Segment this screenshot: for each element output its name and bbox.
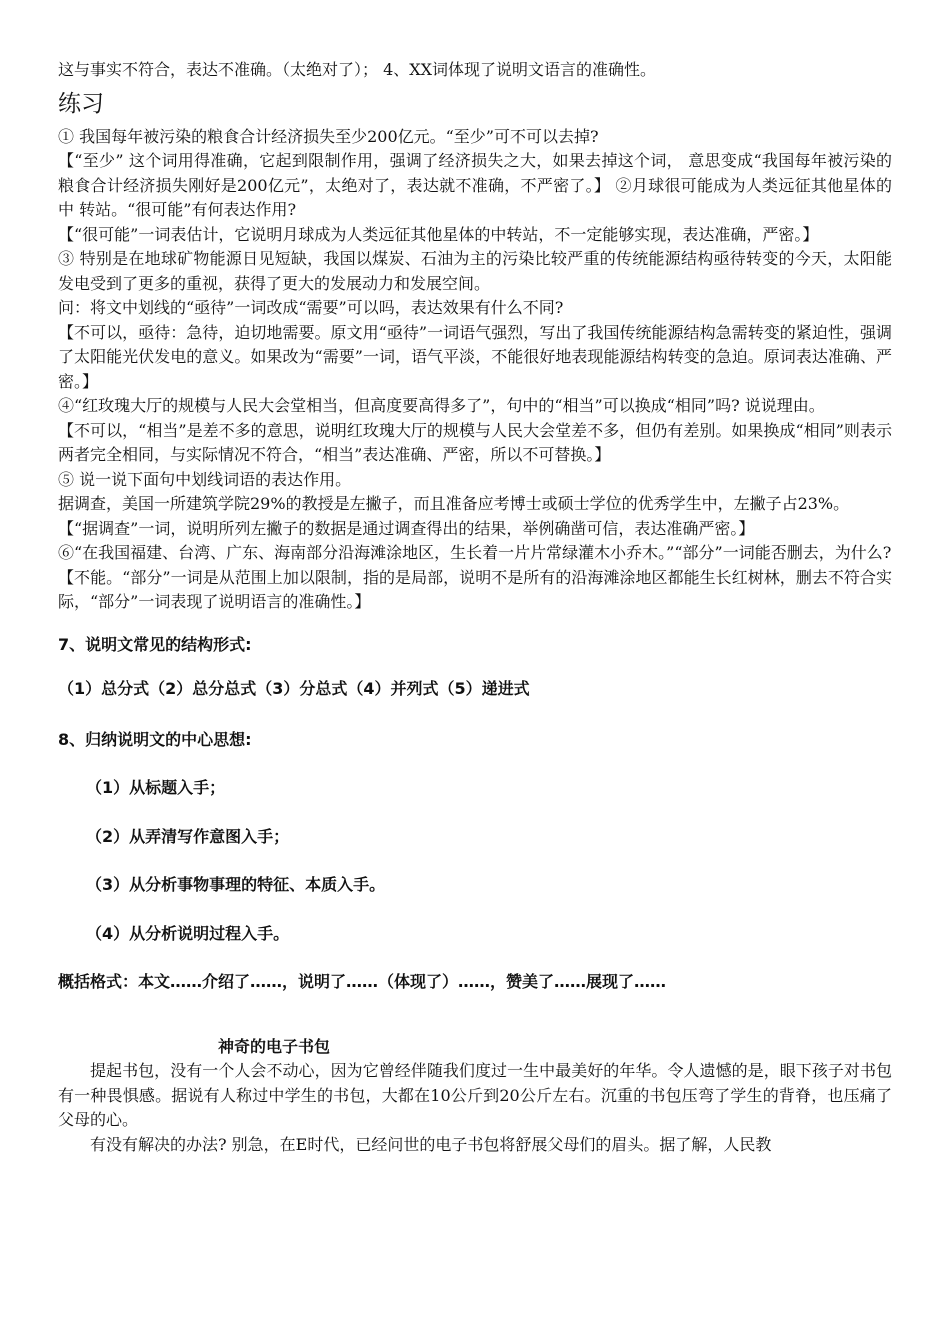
section8-item-1: （1）从标题入手；	[86, 778, 226, 797]
exercise-5-answer: 【“据调查”一词，说明所列左撇子的数据是通过调查得出的结果，举例确凿可信，表达准确严密。】	[58, 518, 755, 538]
exercise-5-text: 据调查，美国一所建筑学院29%的教授是左撇子，而且准备应考博士或硕士学位的优秀学生中，左撇子占23%。	[58, 494, 850, 513]
exercise-3-question: 问：将文中划线的“亟待”一词改成“需要”可以吗，表达效果有什么不同?	[58, 298, 564, 317]
exercise-2-answer: 【“很可能”一词表估计，它说明月球成为人类远征其他星体的中转站，不一定能够实现，表达准确，严密。】	[58, 224, 819, 244]
exercise-5: ⑤ 说一说下面句中划线词语的表达作用。	[58, 469, 352, 489]
section7-items: （1）总分式（2）总分总式（3）分总式（4）并列式（5）递进式	[58, 679, 530, 698]
intro-line: 这与事实不符合，表达不准确。（太绝对了）； 4、XX词体现了说明文语言的准确性。	[58, 60, 657, 79]
section8-title: 8、归纳说明文的中心思想:	[58, 729, 252, 749]
section7-title: 7、说明文常见的结构形式:	[58, 634, 252, 654]
exercise-4-answer: 【不可以，“相当”是差不多的意思，说明红玫瑰大厅的规模与人民大会堂差不多，但仍有差别。如果换成“相同”则表示两者完全相同，与实际情况不符合，“相当”表达准确、严密，所以不可替换。】	[58, 420, 892, 464]
exercise-1: ① 我国每年被污染的粮食合计经济损失至少200亿元。“至少”可不可以去掉?	[58, 126, 599, 146]
article-paragraph-1: 提起书包，没有一个人会不动心，因为它曾经伴随我们度过一生中最美好的年华。令人遗憾的是，眼下孩子对书包有一种畏惧感。据说有人称过中学生的书包，大都在10公斤到20公斤左右。沉重的书包压弯了学生的背脊，也压痛了父母的心。	[58, 1061, 892, 1129]
exercise-3: ③ 特别是在地球矿物能源日见短缺，我国以煤炭、石油为主的污染比较严重的传统能源结构亟待转变的今天，太阳能发电受到了更多的重视，获得了更大的发展动力和发展空间。	[58, 249, 892, 293]
section8-item-4: （4）从分析说明过程入手。	[86, 923, 290, 943]
exercise-1-answer: 【“至少” 这个词用得准确，它起到限制作用，强调了经济损失之大，如果去掉这个词， 意思变成“我国每年被污染的粮食合计经济损失刚好是200亿元”，太绝对了，表达就不准确，不严密了。】 ②月球很可能成为人类远征其他星体的中 转站。“很可能”有何表达作用?	[58, 151, 892, 219]
exercise-4: ④“红玫瑰大厅的规模与人民大会堂相当，但高度要高得多了”，句中的“相当”可以换成“相同”吗? 说说理由。	[58, 396, 825, 415]
article-paragraph-2: 有没有解决的办法? 别急，在E时代，已经问世的电子书包将舒展父母们的眉头。据了解，人民教	[90, 1134, 772, 1154]
section8-item-3: （3）从分析事物事理的特征、本质入手。	[86, 875, 386, 894]
article-title: 神奇的电子书包	[218, 1036, 331, 1056]
practice-heading: 练习	[58, 90, 104, 117]
summary-format: 概括格式：本文……介绍了……，说明了……（体现了）……，赞美了……展现了……	[58, 972, 667, 991]
exercise-6: ⑥“在我国福建、台湾、广东、海南部分沿海滩涂地区，生长着一片片常绿灌木小乔木。”“部分”一词能否删去，为什么?	[58, 543, 892, 562]
exercise-3-answer: 【不可以，亟待：急待，迫切地需要。原文用“亟待”一词语气强烈，写出了我国传统能源结构急需转变的紧迫性，强调了太阳能光伏发电的意义。如果改为“需要”一词，语气平淡，不能很好地表现能源结构转变的急迫。原词表达准确、严密。】	[58, 322, 892, 391]
section8-item-2: （2）从弄清写作意图入手；	[86, 826, 290, 846]
exercise-6-answer: 【不能。“部分”一词是从范围上加以限制，指的是局部，说明不是所有的沿海滩涂地区都能生长红树林，删去不符合实际，“部分”一词表现了说明语言的准确性。】	[58, 567, 892, 611]
